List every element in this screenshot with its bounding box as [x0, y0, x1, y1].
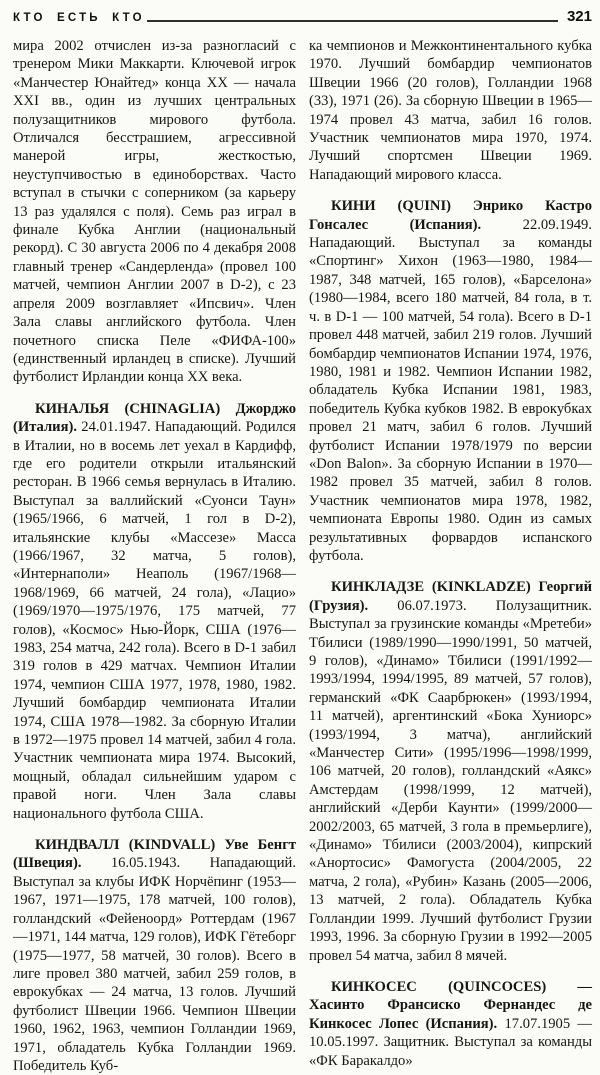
entry-kinkladze-heading: КИНКЛАДЗЕ (KINKLADZE) Георгий (Грузия). [309, 579, 592, 614]
continuation-paragraph-left [13, 37, 296, 387]
text-columns [0, 24, 600, 1075]
entry-quincoces [309, 978, 592, 1070]
entry-kinkladze [309, 578, 592, 965]
entry-kindvall-heading: КИНДВАЛЛ (KINDVALL) Уве Бенгт (Швеция). [13, 837, 296, 872]
entry-quincoces-heading: КИНКОСЕС (QUINCOCES) — Хасинто Франсиско Фернандес де Кинкосес Лопес (Испания). [309, 978, 592, 1032]
entry-kindvall [13, 836, 296, 1075]
page-number: 321 [566, 8, 592, 25]
entry-chinaglia [13, 400, 296, 823]
column-left [13, 37, 296, 1075]
entry-quini-body: 22.09.1949. Нападающий. Выступал за команды «Спортинг» Хихон (1963—1980, 1984—1987, 348 матчей, 165 голов), «Барселона» (1980—1984, всего 180 матчей, 84 гола, в т. ч. в D-1 — 100 матчей, 54 гола). Всего в D-1 провел 448 матчей, забил 219 голов. Лучший бомбардир чемпионатов Испании 1974, 1976, 1980, 1981 и 1982. Чемпион Испании 1982, обладатель Кубка Испании 1981, 1983, победитель Кубка кубков 1982. В еврокубках провел 21 матч, забил 6 голов. Лучший футболист Испании 1978/1979 по версии «Don Balon». За сборную Испании в 1970—1982 провел 35 матчей, забил 8 голов. Участник чемпионатов мира 1978, 1982, чемпионата Европы 1980. Один из самых результативных форвардов испанского футбола. [309, 216, 592, 564]
entry-quini-heading: КИНИ (QUINI) Энрико Кастро Гонсалес (Испания). [309, 198, 592, 233]
entry-kinkladze-body: 06.07.1973. Полузащитник. Выступал за грузинские команды «Мретеби» Тбилиси (1989/1990—1990/1991, 50 матчей, 9 голов), «Динамо» Тбилиси (1991/1992—1993/1994, 1994/1995, 89 матчей, 57 голов), германский «ФК Саарбрюкен» (1993/1994, 11 матчей), аргентинский «Бока Хуниорс» (1993/1994, 3 матча), английский «Манчестер Сити» (1995/1996—1998/1999, 106 матчей, 20 голов), голландский «Аякс» Амстердам (1998/1999, 12 матчей), английский «Дерби Каунти» (1999/2000—2002/2003, 65 матчей, 3 гола в премьерлиге), «Динамо» Тбилиси (2003/2004), кипрский «Анортосис» Фамогуста (2004/2005, 22 матча, 2 гола), «Рубин» Казань (2005—2006, 13 матчей, 2 гола). Обладатель Кубка Голландии 1999. Лучший футболист Грузии 1993, 1996. За сборную Грузии в 1992—2005 провел 54 матча, забил 8 мячей. [309, 597, 592, 964]
running-head-title: КТО ЕСТЬ КТО [13, 12, 145, 24]
continuation-text-left: мира 2002 отчислен из-за разногласий с тренером Мики Маккарти. Ключевой игрок «Манчестер Юнайтед» конца XX — начала XXI вв., один из лучших центральных полузащитников мирового футбола. Отличался бесстрашием, агрессивной манерой игры, жесткостью, неуступчивостью в единоборствах. Часто вступал в стычки с соперником (за карьеру 13 раз удалялся с поля). Семь раз играл в финале Кубка Англии (национальный рекорд). С 30 августа 2006 по 4 декабря 2008 главный тренер «Сандерленда» (провел 100 матчей, чемпион Англии 2007 в D-2), с 23 апреля 2009 возглавляет «Ипсвич». Член Зала славы английского футбола. Член почетного списка Пеле «ФИФА-100» (единственный ирландец в списке). Лучший футболист Ирландии конца XX века. [13, 38, 296, 386]
entry-chinaglia-heading: КИНАЛЬЯ (CHINAGLIA) Джорджо (Италия). [13, 400, 296, 436]
entry-kindvall-body: 16.05.1943. Нападающий. Выступал за клубы ИФК Норчёпинг (1953—1967, 1971—1975, 178 матчей, 100 голов), голландский «Фейеноорд» Роттердам (1967—1971, 144 матча, 129 голов), ИФК Гётеборг (1975—1977, 58 матчей, 30 голов). Всего в лиге провел 380 матчей, забил 259 голов, в еврокубках — 24 матча, 13 голов. Лучший футболист Швеции 1966. Чемпион Швеции 1960, 1962, 1963, чемпион Голландии 1969, 1971, обладатель Кубка Голландии 1969. Победитель Куб- [13, 855, 296, 1074]
page-header [0, 0, 600, 24]
continuation-paragraph-right [309, 37, 592, 184]
continuation-text-right: ка чемпионов и Межконтинентального кубка 1970. Лучший бомбардир чемпионатов Швеции 1966 (20 голов), Голландии 1968 (33), 1971 (26). За сборную Швеции в 1965—1974 провел 43 матча, забил 16 голов. Участник чемпионатов мира 1970, 1974. Лучший спортсмен Швеции 1969. Нападающий мирового класса. [309, 38, 592, 183]
column-right [309, 37, 592, 1075]
entry-quincoces-body: 17.07.1905 — 10.05.1997. Защитник. Выступал за команды «ФК Баракалдо» [309, 1015, 592, 1069]
entry-chinaglia-body: 24.01.1947. Нападающий. Родился в Италии, но в восемь лет уехал в Кардифф, где его родители открыли итальянский ресторан. В 1966 семья вернулась в Италию. Выступал за валлийский «Суонси Таун» (1965/1966, 6 матчей, 1 гол в D-2), итальянские клубы «Массезе» Масса (1966/1967, 32 матча, 5 голов), «Интернаполи» Неаполь (1967/1968—1968/1969, 66 матчей, 24 гола), «Лацио» (1969/1970—1975/1976, 175 матчей, 77 голов), «Космос» Нью-Йорк, США (1976—1983, 254 матча, 242 гола). Всего в D-1 забил 319 голов в 429 матчах. Чемпион Италии 1974, чемпион США 1977, 1978, 1980, 1982. Лучший бомбардир чемпионата Италии 1974, США 1978—1982. За сборную Италии в 1972—1975 провел 14 матчей, забил 4 гола. Участник чемпионата мира 1974. Высокий, мощный, обладал сильнейшим ударом с правой ноги. Член Зала славы национального футбола США. [13, 419, 296, 822]
entry-quini [309, 197, 592, 565]
header-rule [147, 20, 558, 22]
